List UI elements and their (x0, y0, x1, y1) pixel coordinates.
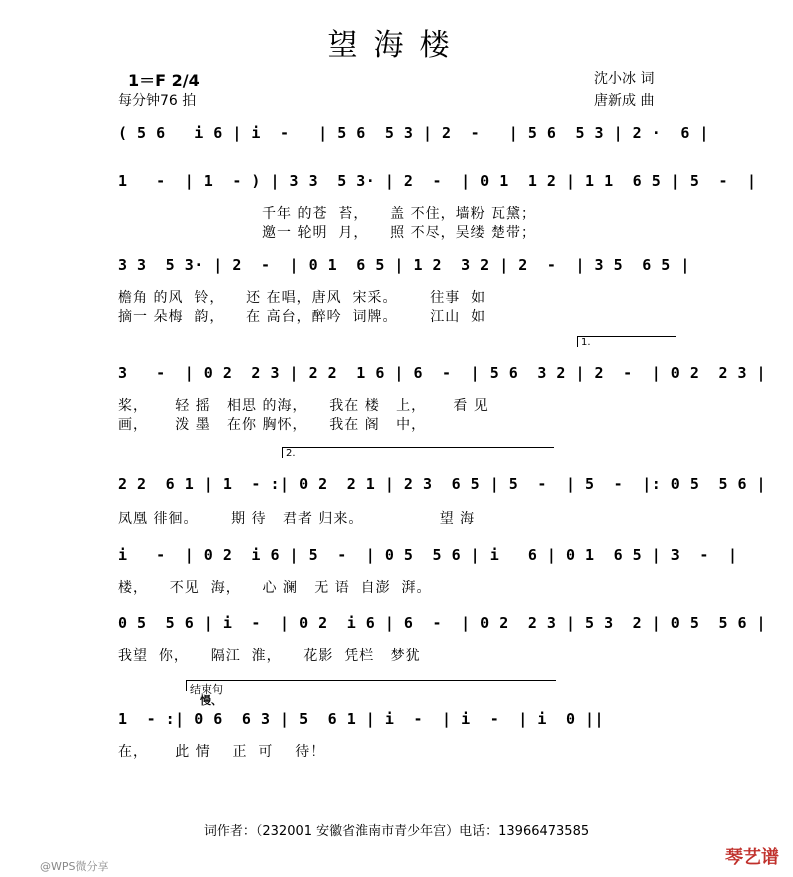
score-line-1: ( 5 6 i 6 | i - | 5 6 5 3 | 2 - | 5 6 5 3 | 2 · 6 | (118, 124, 709, 142)
score-line-5: 2 2 6 1 | 1 - :| 0 2 2 1 | 2 3 6 5 | 5 - | 5 - |: 0 5 5 6 | (118, 475, 767, 493)
score-line-7: 0 5 5 6 | i - | 0 2 i 6 | 6 - | 0 2 2 3 | 5 3 2 | 0 5 5 6 | (118, 614, 767, 632)
lyric-line-5: 凤凰 徘徊。 期 待 君者 归来。 望 海 (118, 511, 476, 527)
lyric-line-4b: 画， 泼 墨 在你 胸怀， 我在 阁 中， (118, 417, 427, 433)
score-line-3: 3 3 5 3· | 2 - | 0 1 6 5 | 1 2 3 2 | 2 - | 3 5 6 5 | (118, 256, 690, 274)
score-line-6: i - | 0 2 i 6 | 5 - | 0 5 5 6 | i 6 | 0 1 6 5 | 3 - | (118, 546, 738, 564)
lyric-line-3a: 檐角 的风 铃， 还 在唱，唐风 宋采。 往事 如 (118, 290, 487, 306)
site-logo: 琴艺谱 (725, 847, 779, 868)
footer-contact: 词作者：（232001 安徽省淮南市青少年宫）电话：13966473585 (203, 824, 590, 839)
lyric-line-4a: 桨， 轻 摇 相思 的海， 我在 楼 上， 看 见 (118, 398, 489, 414)
ending-bracket: 结束句 (186, 680, 556, 691)
score-line-2: 1 - | 1 - ) | 3 3 5 3· | 2 - | 0 1 1 2 | 1 1 6 5 | 5 - | (118, 172, 757, 190)
lyric-line-2a: 千年 的苍 苔， 盖 不住，墙粉 瓦黛； (262, 206, 537, 222)
key-signature: 1＝F 2/4 (128, 71, 200, 90)
lyric-line-3b: 摘一 朵梅 韵， 在 高台，醉吟 词牌。 江山 如 (118, 309, 487, 325)
lyric-line-2b: 邀一 轮明 月， 照 不尽，吴缕 楚带； (262, 225, 537, 241)
lyric-line-8: 在， 此 情 正 可 待！ (118, 744, 326, 760)
volta-2: 2. (282, 447, 554, 458)
composer: 唐新成 曲 (594, 93, 655, 109)
song-title: 望海楼 (327, 28, 466, 63)
lyric-line-6: 楼， 不见 海， 心 澜 无 语 自澎 湃。 (118, 580, 432, 596)
volta-1: 1. (577, 336, 676, 347)
tempo-mark: 慢、 (200, 694, 222, 707)
tempo-text: 每分钟76 拍 (118, 93, 197, 109)
watermark: @WPS微分享 (40, 860, 109, 873)
score-line-8: 1 - :| 0 6 6 3 | 5 6 1 | i - | i - | i 0 || (118, 710, 605, 728)
lyricist: 沈小冰 词 (594, 71, 655, 87)
lyric-line-7: 我望 你， 隔江 淮， 花影 凭栏 梦犹 (118, 648, 421, 664)
score-line-4: 3 - | 0 2 2 3 | 2 2 1 6 | 6 - | 5 6 3 2 | 2 - | 0 2 2 3 | (118, 364, 767, 382)
